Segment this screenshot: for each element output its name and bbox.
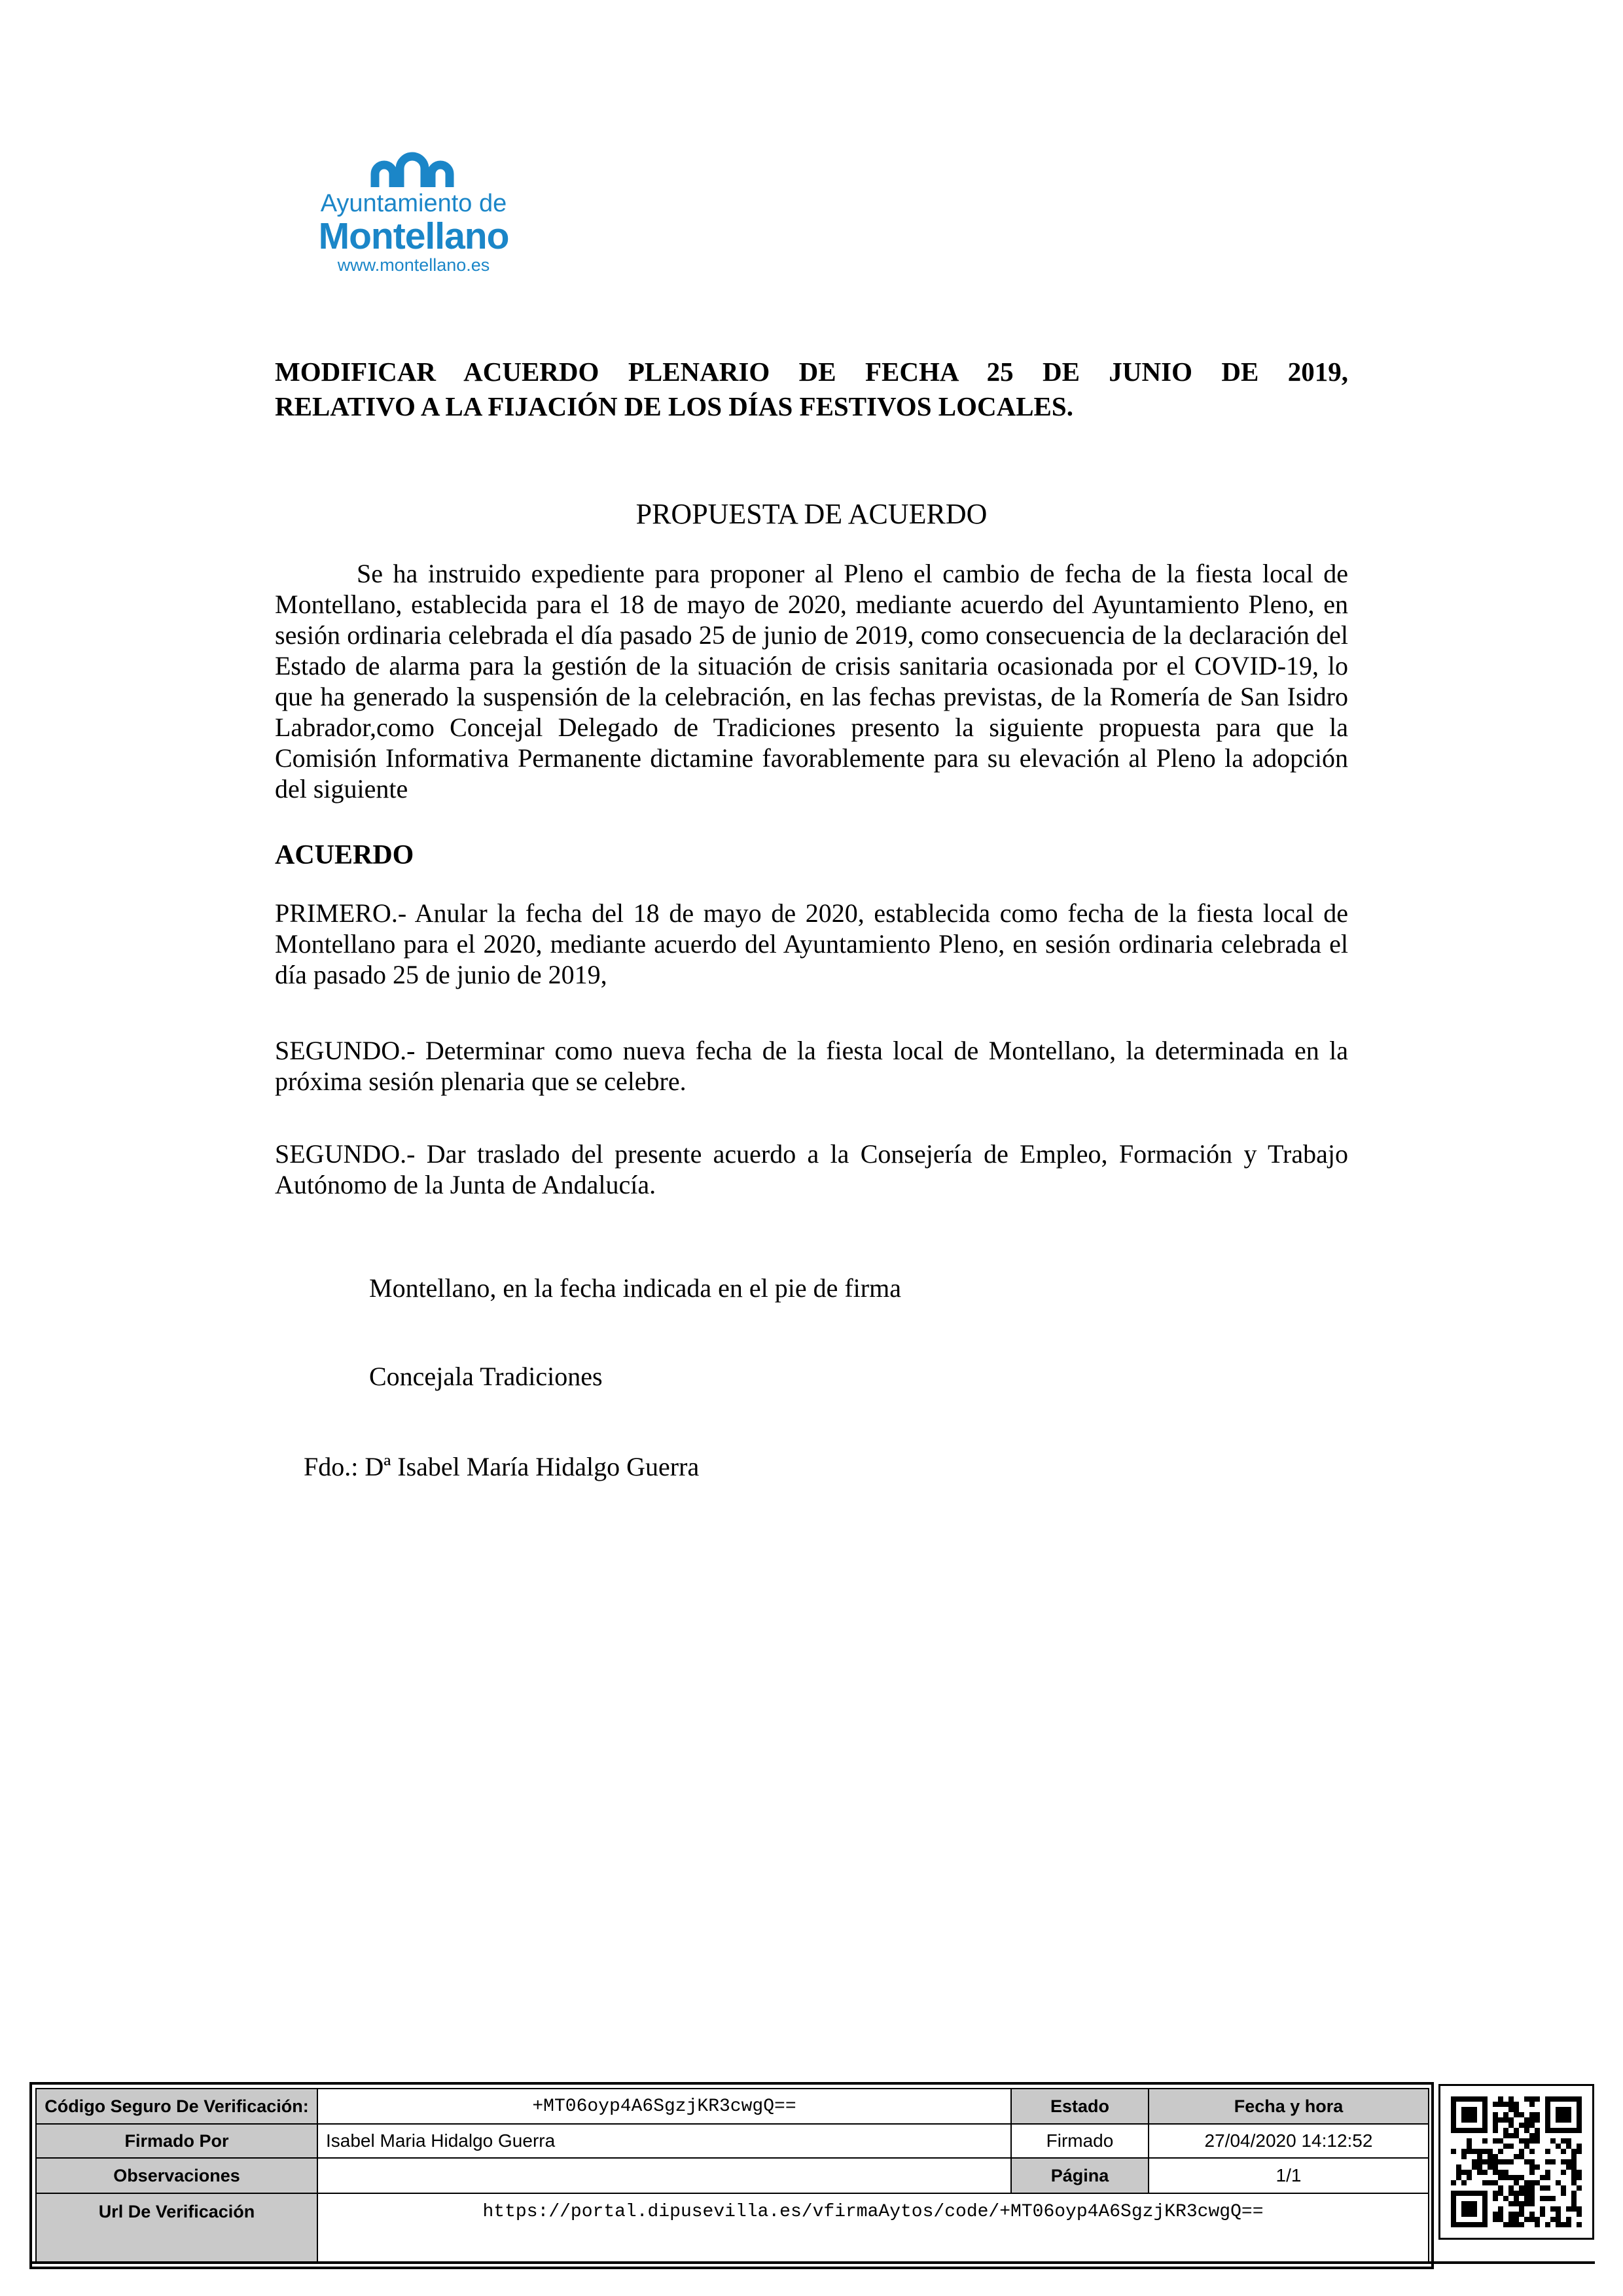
qr-code [1451,2096,1582,2227]
table-row [36,2124,1429,2158]
csv-label: Código Seguro De Verificación: [36,2089,317,2124]
url-verificacion-link[interactable]: https://portal.dipusevilla.es/vfirmaAytos/code/+MT06oyp4A6SgzjKR3cwgQ== [317,2193,1429,2263]
verification-footer [29,2082,1434,2269]
fecha-hora-value: 27/04/2020 14:12:52 [1149,2124,1429,2158]
proposal-subtitle: PROPUESTA DE ACUERDO [635,498,988,530]
document-title [275,355,1348,424]
table-row [36,2158,1429,2193]
signature-line: Fdo.: Dª Isabel María Hidalgo Guerra [304,1452,700,1481]
url-verificacion-label: Url De Verificación [36,2193,317,2263]
csv-value: +MT06oyp4A6SgzjKR3cwgQ== [317,2089,1011,2124]
montellano-arches-icon [365,149,463,187]
clause-segundo-1: SEGUNDO.- Determinar como nueva fecha de la fiesta local de Montellano, la determinada en la próxima sesión plenaria que se celebre. [275,1036,1348,1096]
document-title-line2: RELATIVO A LA FIJACIÓN DE LOS DÍAS FESTIVOS LOCALES. [275,391,1073,421]
qr-code-box [1438,2084,1594,2240]
intro-paragraph: Se ha instruido expediente para proponer al Pleno el cambio de fecha de la fiesta local de Montellano, establecida para el 18 de mayo de 2020, mediante acuerdo del Ayuntamiento Pleno, en sesión ordinaria celebrada el día pasado 25 de junio de 2019, como consecuencia de la declaración del Estado de alarma para la gestión de la situación de crisis sanitaria ocasionada por el COVID-19, lo que ha generado la suspensión de la celebración, en las fechas previstas, de la Romería de San Isidro Labrador,como Concejal Delegado de Tradiciones presento la siguiente propuesta para que la Comisión Informativa Permanente dictamine favorablemente para su elevación al Pleno la adopción del siguiente [275,559,1348,804]
logo-url-text: www.montellano.es [337,255,490,275]
footer-bottom-rule [29,2261,1595,2264]
pagina-label: Página [1011,2158,1149,2193]
observaciones-label: Observaciones [36,2158,317,2193]
pagina-value: 1/1 [1149,2158,1429,2193]
firmado-por-value: Isabel Maria Hidalgo Guerra [317,2124,1011,2158]
firmado-por-label: Firmado Por [36,2124,317,2158]
fecha-hora-header: Fecha y hora [1149,2089,1429,2124]
estado-value: Firmado [1011,2124,1149,2158]
logo [293,149,534,275]
table-row [36,2193,1429,2263]
place-date-line: Montellano, en la fecha indicada en el pie de firma [369,1273,901,1303]
document-title-line1: MODIFICAR ACUERDO PLENARIO DE FECHA 25 DE JUNIO DE 2019, [275,357,1348,387]
logo-org-text: Ayuntamiento de [320,190,507,217]
logo-name-text: Montellano [318,215,509,257]
observaciones-value [317,2158,1011,2193]
verification-table [35,2088,1429,2263]
estado-header: Estado [1011,2089,1149,2124]
signer-role-line: Concejala Tradiciones [369,1362,603,1391]
table-row [36,2089,1429,2124]
clause-primero: PRIMERO.- Anular la fecha del 18 de mayo de 2020, establecida como fecha de la fiesta local de Montellano para el 2020, mediante acuerdo del Ayuntamiento Pleno, en sesión ordinaria celebrada el día pasado 25 de junio de 2019, [275,898,1348,989]
clause-segundo-2: SEGUNDO.- Dar traslado del presente acuerdo a la Consejería de Empleo, Formación y Trabajo Autónomo de la Junta de Andalucía. [275,1139,1348,1199]
acuerdo-heading: ACUERDO [275,840,414,870]
